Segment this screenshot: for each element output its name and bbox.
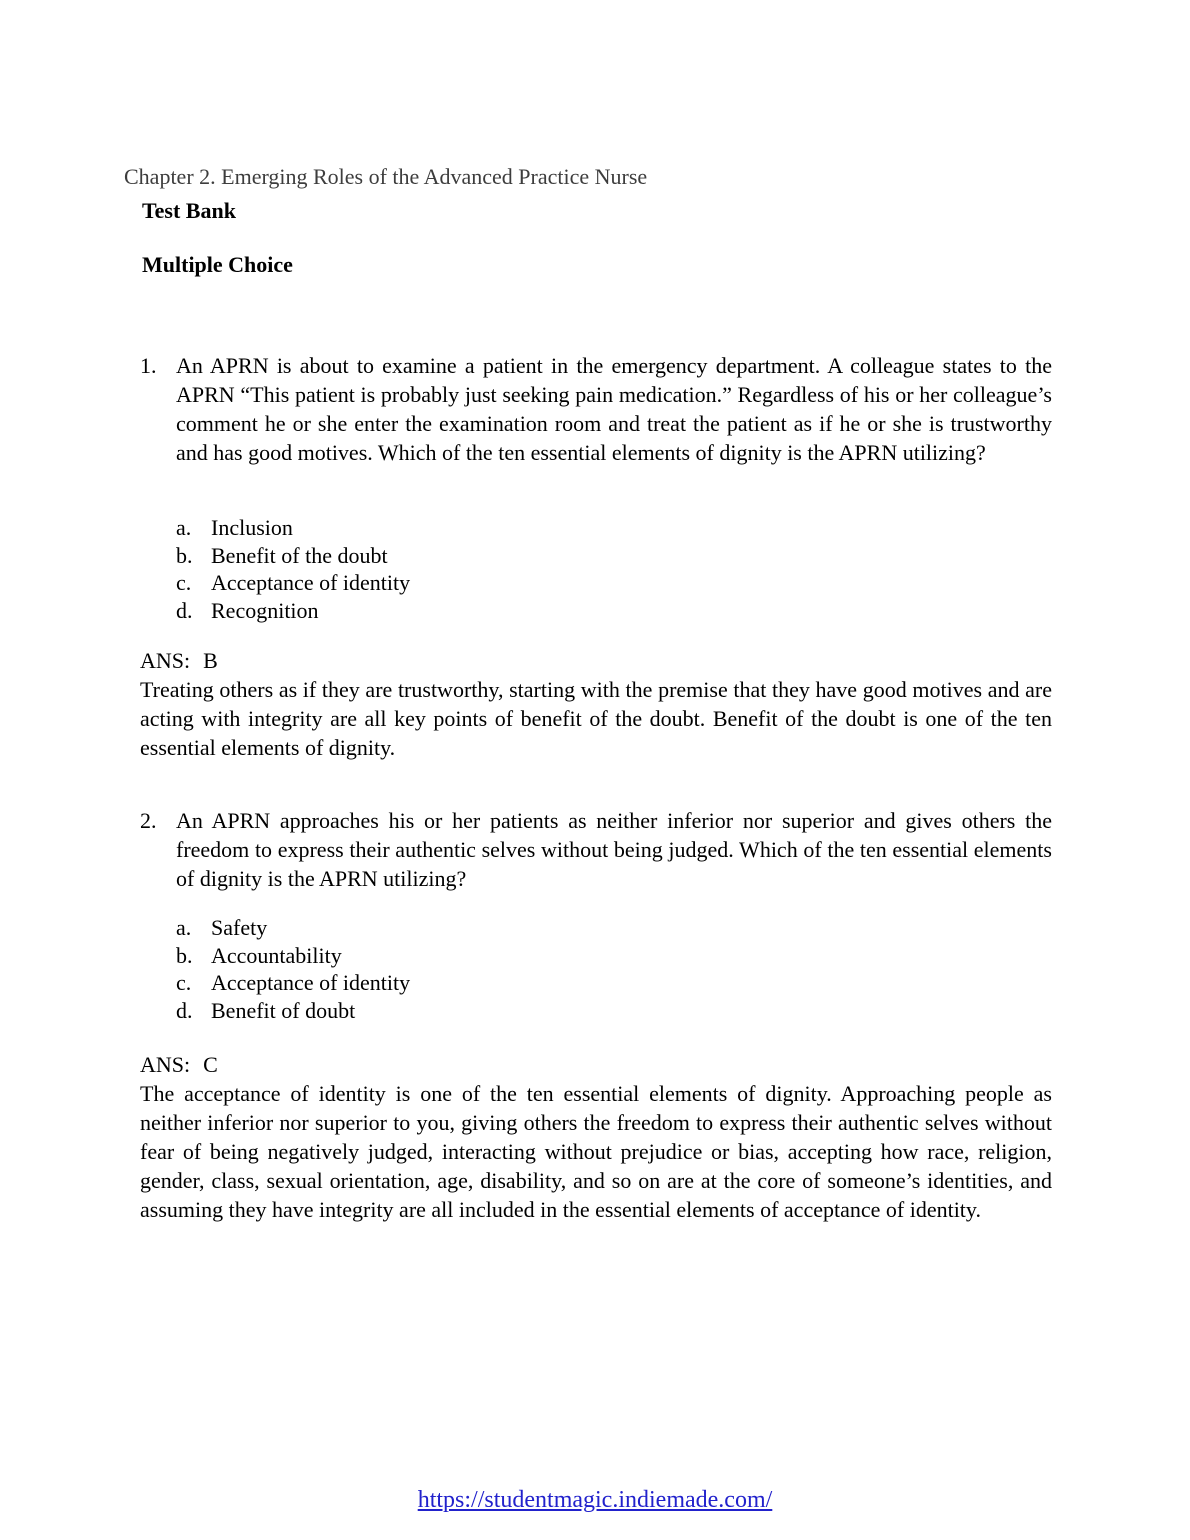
question-2-answer [140, 1050, 218, 1079]
option-letter: c. [176, 970, 192, 995]
option-letter: b. [176, 942, 193, 968]
question-1 [140, 351, 1052, 467]
option-letter: b. [176, 542, 193, 568]
option-letter: a. [176, 915, 192, 940]
question-2 [140, 806, 1052, 893]
question-2-options [176, 914, 410, 1024]
option-text: Accountability [211, 942, 342, 968]
option-text: Acceptance of identity [211, 570, 411, 595]
question-1-option-b [176, 542, 410, 570]
footer-link[interactable]: https://studentmagic.indiemade.com/ [417, 1487, 773, 1513]
question-1-rationale: Treating others as if they are trustworthy, starting with the premise that they have good motives and are acting with integrity are all key points of benefit of the doubt. Benefit of the doubt is one of the ten essential elements of dignity. [140, 677, 1052, 760]
option-text: Recognition [211, 597, 319, 623]
question-2-rationale: The acceptance of identity is one of the ten essential elements of dignity. Approaching people as neither inferior nor superior to you, giving others the freedom to express their authentic selves without fear of being negatively judged, interacting without prejudice or bias, accepting how race, religion, gender, class, sexual orientation, age, disability, and so on are at the core of someone’s identities, and assuming they have integrity are all included in the essential elements of acceptance of identity. [140, 1081, 1052, 1222]
section-title-test-bank: Test Bank [142, 198, 236, 223]
option-letter: a. [176, 515, 192, 540]
question-1-text: An APRN is about to examine a patient in the emergency department. A colleague states to the APRN “This patient is probably just seeking pain medication.” Regardless of his or her colleague’s comment he or she enter the examination room and treat the patient as if he or she is trustworthy and has good motives. Which of the ten essential elements of dignity is the APRN utilizing? [176, 353, 1052, 465]
answer-letter: C [203, 1052, 218, 1077]
question-2-text: An APRN approaches his or her patients as neither inferior nor superior and gives others the freedom to express their authentic selves without being judged. Which of the ten essential elements of dignity is the APRN utilizing? [176, 808, 1052, 891]
option-text: Inclusion [211, 515, 293, 540]
option-text: Acceptance of identity [211, 970, 411, 995]
question-1-options [176, 514, 410, 624]
page-footer [0, 1487, 1190, 1514]
answer-letter: B [203, 648, 218, 673]
answer-prefix: ANS: [140, 1052, 191, 1077]
question-2-number: 2. [140, 808, 157, 833]
question-2-option-c [176, 969, 410, 997]
question-2-option-b [176, 942, 410, 970]
subsection-title-multiple-choice: Multiple Choice [142, 252, 293, 277]
option-text: Safety [211, 915, 268, 940]
question-1-option-d [176, 597, 410, 625]
option-letter: d. [176, 997, 193, 1023]
question-2-option-a [176, 914, 410, 942]
option-text: Benefit of doubt [211, 997, 356, 1023]
option-text: Benefit of the doubt [211, 542, 388, 568]
option-letter: c. [176, 570, 192, 595]
chapter-title: Chapter 2. Emerging Roles of the Advanced Practice Nurse [124, 164, 648, 189]
question-1-number: 1. [140, 353, 157, 378]
question-1-option-c [176, 569, 410, 597]
question-1-answer [140, 646, 218, 675]
answer-prefix: ANS: [140, 648, 191, 673]
question-1-option-a [176, 514, 410, 542]
option-letter: d. [176, 597, 193, 623]
question-2-option-d [176, 997, 410, 1025]
